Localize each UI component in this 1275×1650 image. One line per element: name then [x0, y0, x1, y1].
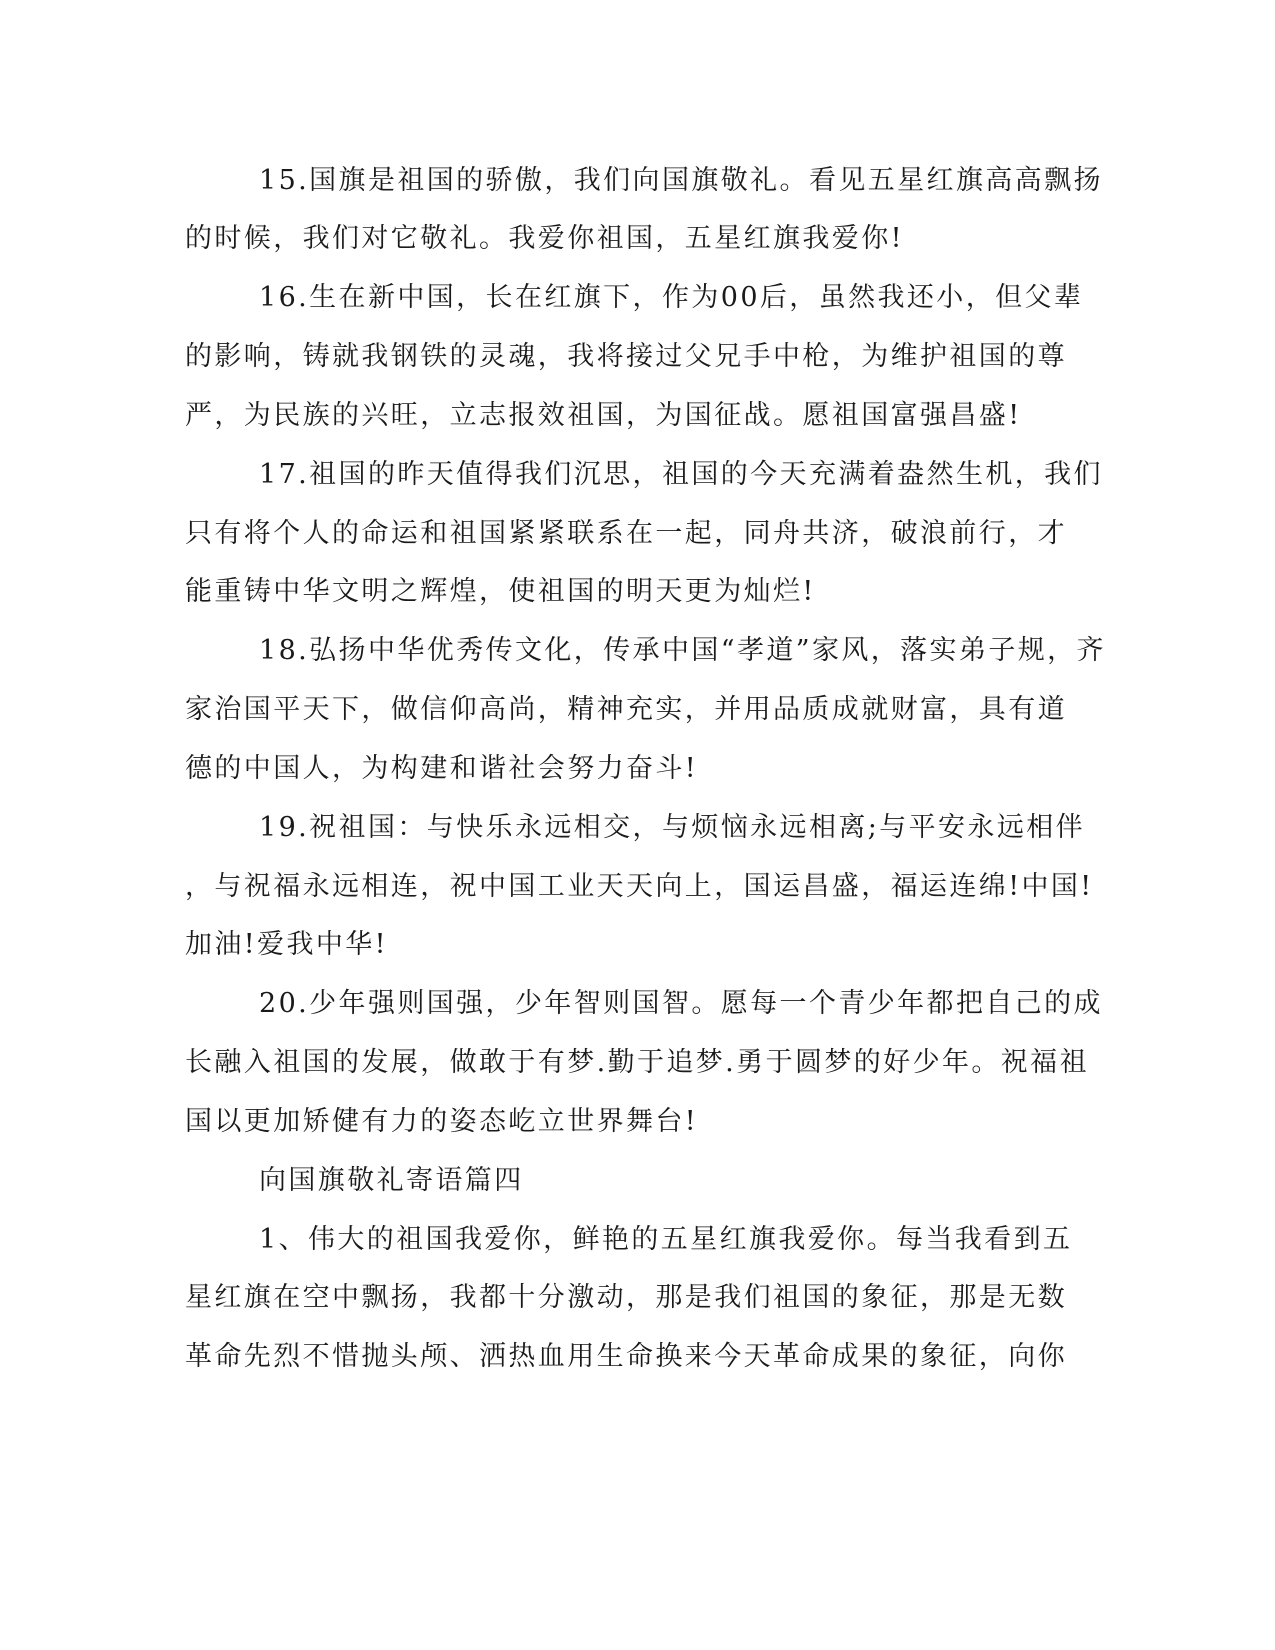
paragraph-19-line-1: 19.祝祖国：与快乐永远相交，与烦恼永远相离;与平安永远相伴	[259, 812, 1086, 843]
paragraph-16-line-3: 严，为民族的兴旺，立志报效祖国，为国征战。愿祖国富强昌盛!	[185, 400, 1022, 431]
paragraph-15-line-2: 的时候，我们对它敬礼。我爱你祖国，五星红旗我爱你!	[185, 223, 904, 254]
paragraph-16-line-2: 的影响，铸就我钢铁的灵魂，我将接过父兄手中枪，为维护祖国的尊	[185, 341, 1067, 372]
paragraph-19-line-2: ，与祝福永远相连，祝中国工业天天向上，国运昌盛，福运连绵!中国!	[185, 871, 1094, 902]
paragraph-18-line-2: 家治国平天下，做信仰高尚，精神充实，并用品质成就财富，具有道	[185, 694, 1067, 725]
paragraph-20-line-1: 20.少年强则国强，少年智则国智。愿每一个青少年都把自己的成	[259, 988, 1103, 1019]
paragraph-18-line-1: 18.弘扬中华优秀传文化，传承中国“孝道”家风，落实弟子规，齐	[259, 635, 1106, 666]
paragraph-19-line-3: 加油!爱我中华!	[185, 929, 388, 960]
paragraph-16-line-1: 16.生在新中国，长在红旗下，作为00后，虽然我还小，但父辈	[259, 282, 1084, 313]
paragraph-1-line-2: 星红旗在空中飘扬，我都十分激动，那是我们祖国的象征，那是无数	[185, 1282, 1067, 1313]
paragraph-17-line-3: 能重铸中华文明之辉煌，使祖国的明天更为灿烂!	[185, 576, 816, 607]
paragraph-20-line-3: 国以更加矫健有力的姿态屹立世界舞台!	[185, 1106, 699, 1137]
paragraph-15-line-1: 15.国旗是祖国的骄傲，我们向国旗敬礼。看见五星红旗高高飘扬	[259, 165, 1103, 196]
paragraph-18-line-3: 德的中国人，为构建和谐社会努力奋斗!	[185, 753, 699, 784]
paragraph-1-line-3: 革命先烈不惜抛头颅、洒热血用生命换来今天革命成果的象征，向你	[185, 1341, 1067, 1372]
paragraph-17-line-1: 17.祖国的昨天值得我们沉思，祖国的今天充满着盎然生机，我们	[259, 459, 1103, 490]
paragraph-20-line-2: 长融入祖国的发展，做敢于有梦.勤于追梦.勇于圆梦的好少年。祝福祖	[185, 1047, 1089, 1078]
paragraph-17-line-2: 只有将个人的命运和祖国紧紧联系在一起，同舟共济，破浪前行，才	[185, 518, 1067, 549]
paragraph-1-line-1: 1、伟大的祖国我爱你，鲜艳的五星红旗我爱你。每当我看到五	[259, 1224, 1073, 1255]
section-heading: 向国旗敬礼寄语篇四	[259, 1165, 524, 1196]
